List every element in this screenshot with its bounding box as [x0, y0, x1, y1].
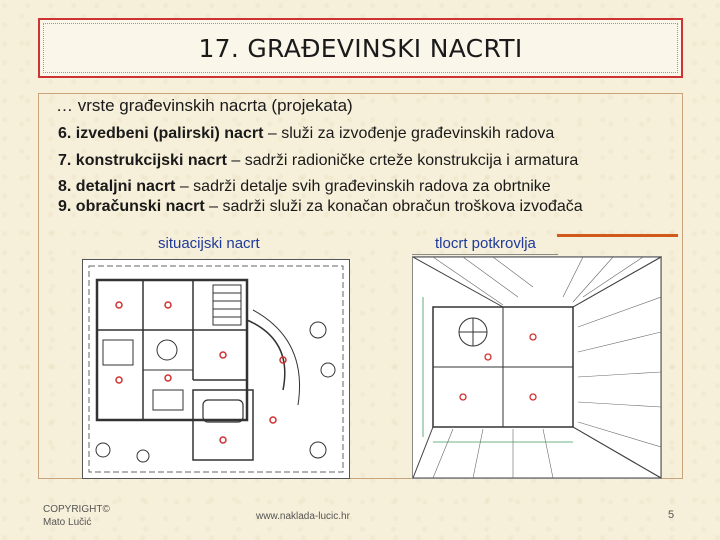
footer-url: www.naklada-lucic.hr [256, 511, 350, 522]
slide-title: 17. GRAĐEVINSKI NACRTI [198, 33, 523, 63]
attic-plan-drawing [413, 257, 661, 478]
list-item-desc: – sadrži detalje svih građevinskih radova za obrtnike [175, 178, 551, 195]
list-item-desc: – sadrži radioničke crteže konstrukcija i armatura [226, 152, 579, 169]
caption-underline [412, 254, 558, 255]
title-box [38, 18, 683, 78]
page-number: 5 [668, 509, 675, 521]
author-line: Mato Lučić [43, 517, 92, 528]
list-item [58, 125, 583, 143]
footer-copyright [43, 503, 110, 529]
drawing-types-list [58, 125, 583, 216]
copyright-line: COPYRIGHT© [43, 504, 110, 515]
site-plan-image [82, 259, 350, 479]
list-item-desc: – sadrži služi za konačan obračun troškova izvođača [204, 198, 583, 215]
caption-attic-plan: tlocrt potkrovlja [435, 235, 536, 252]
list-item-term: 7. konstrukcijski nacrt [58, 152, 227, 169]
list-item-term: 6. izvedbeni (palirski) nacrt [58, 125, 264, 142]
list-item-term: 9. obračunski nacrt [58, 198, 205, 215]
list-item [58, 152, 583, 170]
attic-plan-image [412, 256, 662, 479]
list-item-desc: – služi za izvođenje građevinskih radova [263, 125, 555, 142]
list-item [58, 198, 583, 216]
accent-line [557, 234, 678, 237]
list-item-term: 8. detaljni nacrt [58, 178, 176, 195]
caption-site-plan: situacijski nacrt [158, 235, 260, 252]
site-plan-drawing [83, 260, 349, 478]
list-item [58, 178, 583, 196]
slide-subtitle: … vrste građevinskih nacrta (projekata) [56, 96, 353, 115]
